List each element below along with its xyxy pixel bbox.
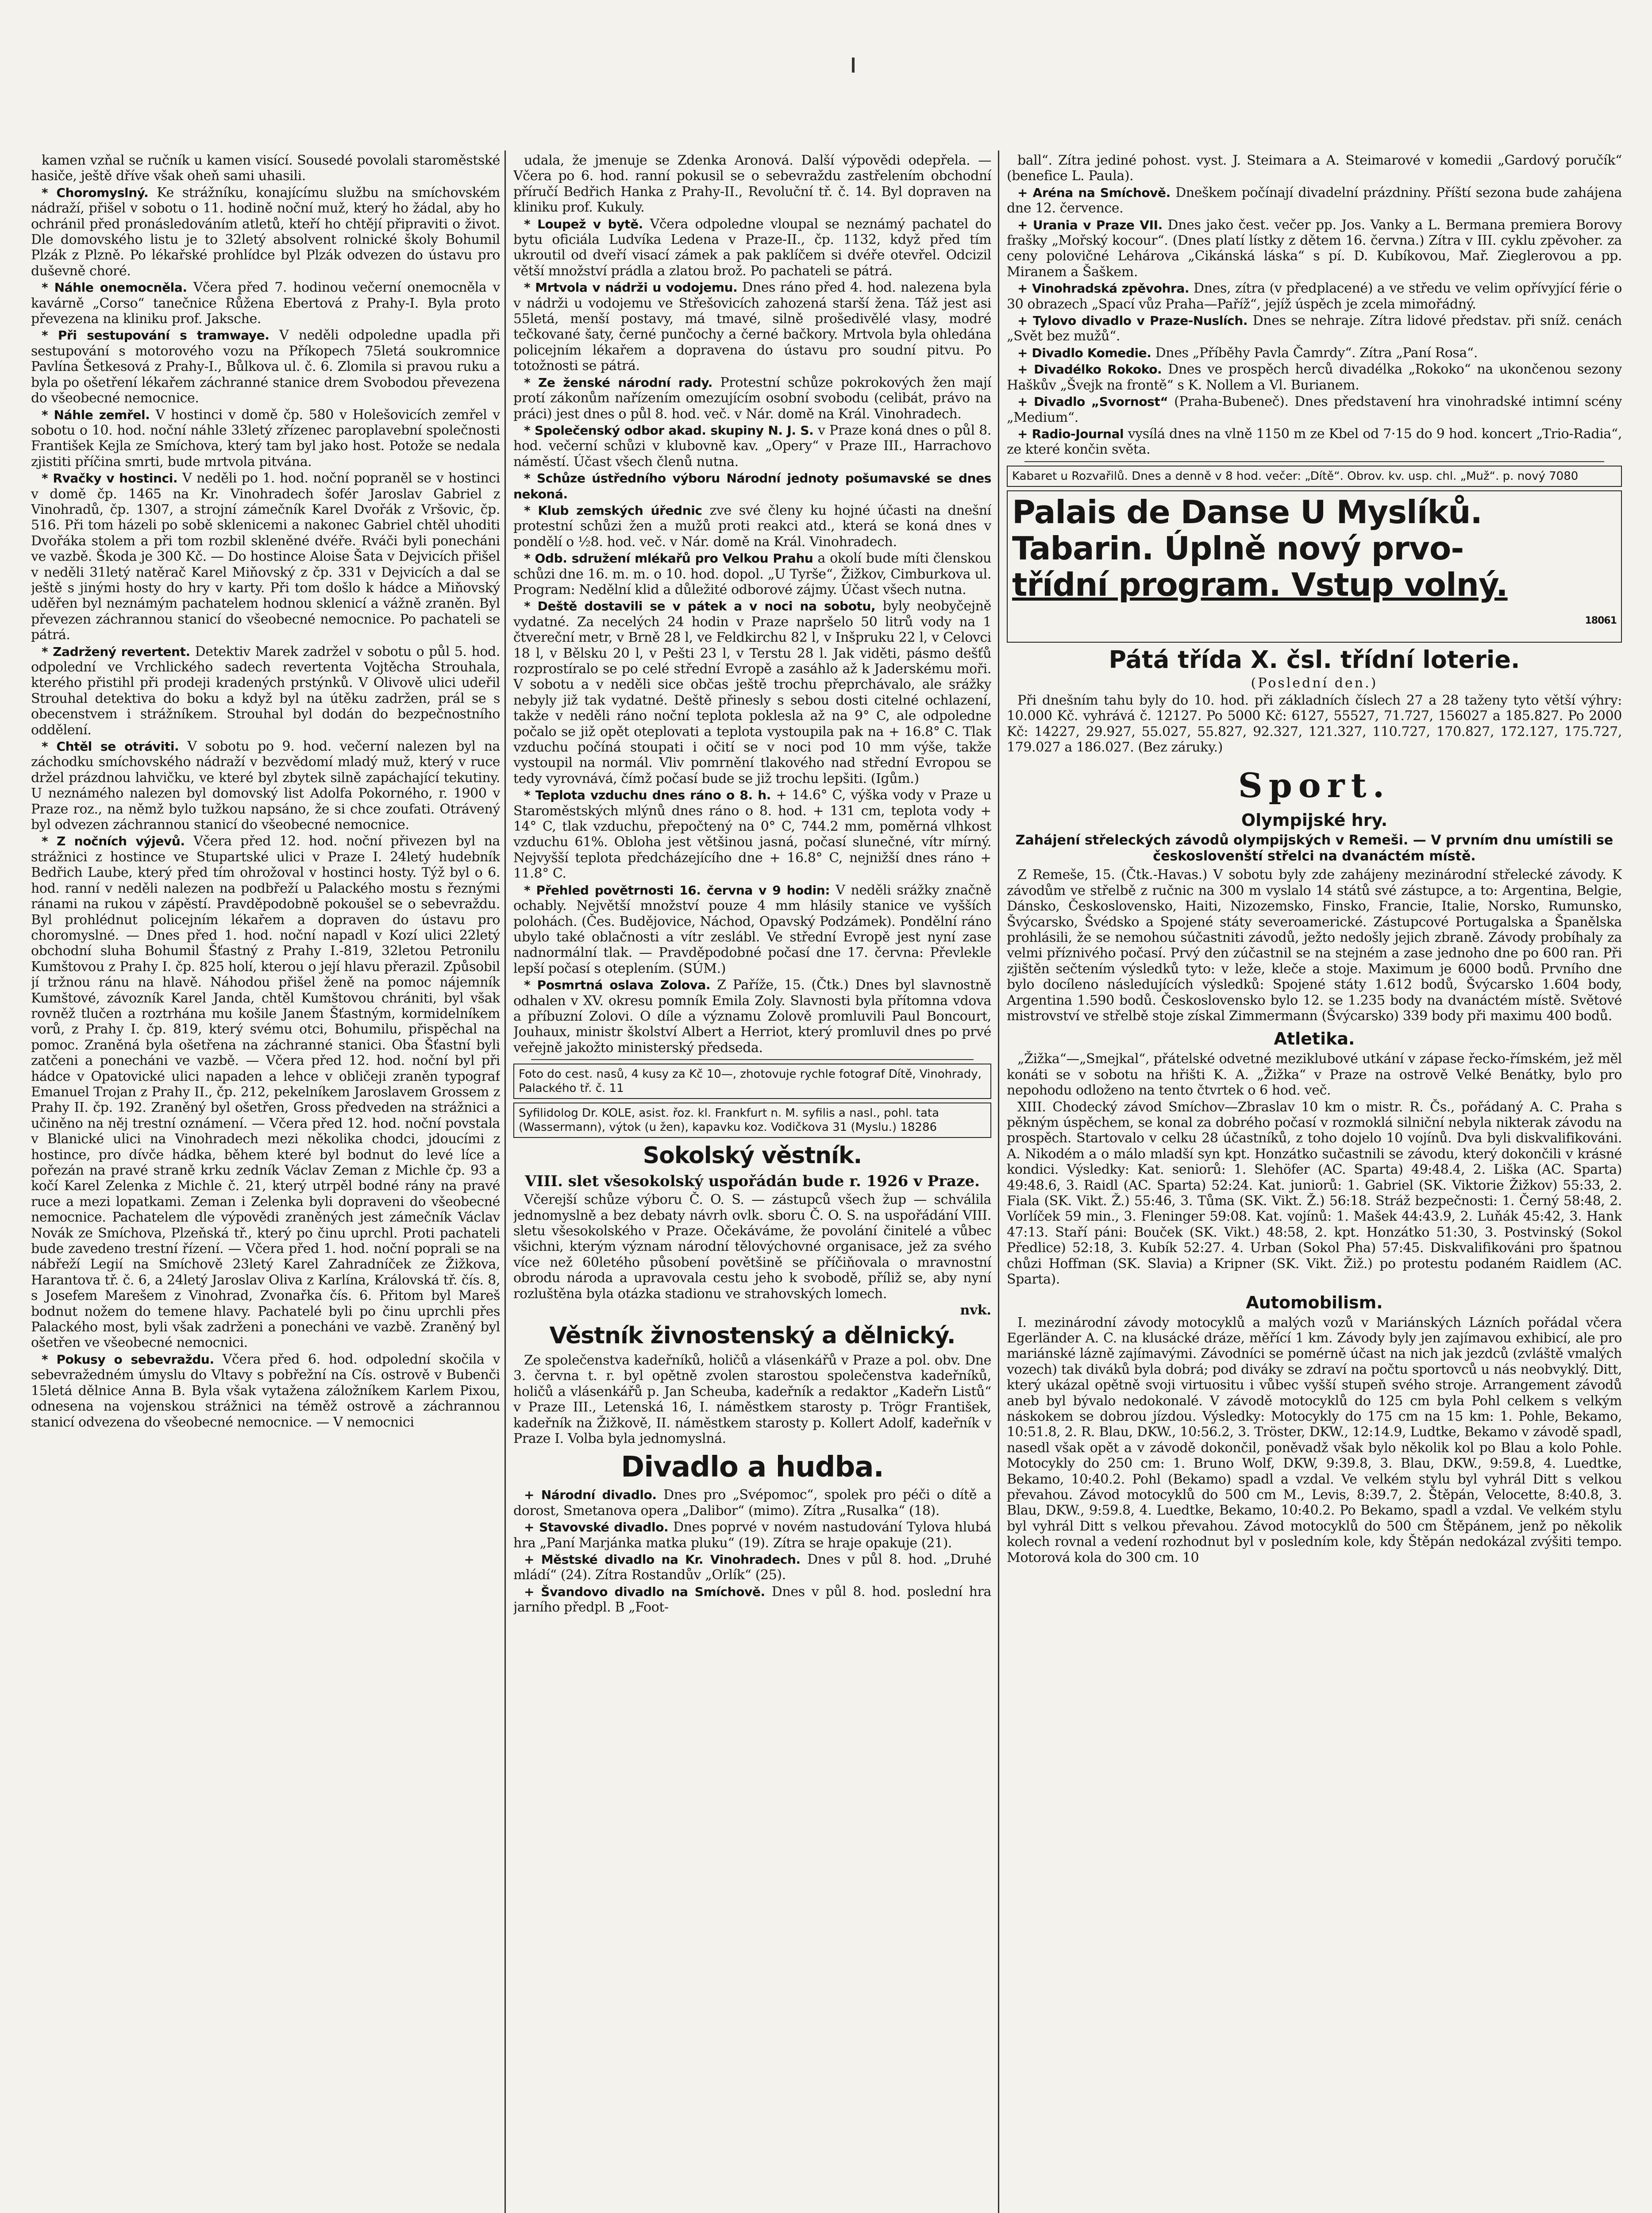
paragraph xyxy=(513,1487,991,1519)
paragraph xyxy=(513,1192,991,1302)
signature: nvk. xyxy=(960,1303,991,1318)
paragraph-text: Ke strážníku, konajícímu službu na smíchovském nádraží, přišel v sobotu o 11. hodině noční muž, který ho žádal, aby ho ochránil před pronásledováním atletů, kteří ho chtějí připraviti o život. Dle domovského listu je to 32letý absolvent rolnické školy Bohumil Plzák z Plzně. Po lékařské prohlídce byl Plzák odvezen do ústavu pro duševně choré. xyxy=(31,185,500,279)
paragraph-text: byly neobyčejně vydatné. Za necelých 24 hodin v Praze napršelo 50 litrů vody na 1 čtvereční metr, v Brně 28 l, ve Feldkirchu 82 l, v Inšpruku 22 l, v Celovci 18 l, v Bělsku 20 l, v Pešti 23 l, v Terstu 28 l. Jak viděti, pásmo dešťů rozprostíralo se po celé střední Evropě a zasáhlo až k Jaderskému moři. V sobotu a v neděli sice občas ještě trochu přeprchávalo, ale srážky nebyly již tak vydatné. Deště přinesly s sebou dosti citelné ochlazení, takže v neděli ráno noční teplota poklesla až na 9° C, ale odpoledne počalo se již opět oteplovati a teplota vystoupila pak na + 16.8° C. Tlak vzduchu počíná stoupati i očití se v noci pod 10 mm výše, takže vystoupil na normál. Vliv pomrnění tlakového nad střední Evropou se tedy vyrovnává, čímž počasí bude se již trochu lepšiti. (Igům.) xyxy=(513,598,991,787)
paragraph-heading: * Klub zemských úřednic xyxy=(524,503,702,518)
paragraph xyxy=(513,423,991,470)
paragraph-heading: + Stavovské divadlo. xyxy=(524,1520,669,1535)
paragraph xyxy=(513,470,991,502)
paragraph xyxy=(31,1352,500,1430)
paragraph-heading: * Loupež v bytě. xyxy=(524,216,643,231)
paragraph-heading: * Při sestupování s tramwaye. xyxy=(42,328,270,343)
paragraph xyxy=(31,833,500,1350)
section-heading: Věstník živnostenský a dělnický. xyxy=(549,1322,955,1349)
paragraph-text: Dnes, zítra (v předplacené) a ve středu ve velim opřívyjící férie o 30 obrazech „Spací vůz Praha—Paříž“, jejíž úspěch je zcela mimořádný. xyxy=(1007,281,1622,312)
section-subheading: VIII. slet všesokolský uspořádán bude r. 1926 v Praze. xyxy=(525,1172,980,1191)
paragraph-text: Včera před 12. hod. noční přivezen byl na strážnici z hostince ve Stupartské ulici v Praze I. 24letý hudebník Bedřich Laube, který před tím ohrožoval v hostinci hosty. Týž byl o 6. hod. ranní v neděli nalezen na podbřeží u Palackého mostu s řeznými ránami na rukou v zápěstí. Pravděpodobně pokoušel se o sebevraždu. Byl prohlédnut policejním lékařem a dopraven do ústavu pro choromyslné. — Dnes před 1. hod. noční napadl v Kozí ulici 22letý obchodní sluha Bohumil Šťastný z Prahy I.-819, 32letou Petronilu Kumštovou z Prahy I. čp. 825 holí, kterou o její hlavu přerazil. Způsobil jí tržnou ránu na hlavě. Náhodou přišel ženě na pomoc nájemník Kumštové, závozník Karel Janda, chtěl Kumštovou chrániti, byl však rovněž tlučen a roztrhána mu košile Janem Šťastným, kormidelníkem vorů, z Prahy I. čp. 819, který svému otci, Bohumilu, přispěchal na pomoc. Zraněná byla ošetřena na záchranné stanici. Oba Šťastní byli zatčeni a ponecháni ve vazbě. — Včera před 12. hod. noční byl při hádce v Opatovické ulici napaden a lehce v obličeji zraněn typograf Emanuel Trojan z Prahy II., čp. 212, pekelníkem Jaroslavem Grossem z Prahy II. čp. 192. Zraněný byl ošetřen, Gross předveden na strážnici a učiněno na něj trestní oznámení. — Včera před 12. hod. noční povstala v Blanické ulici na Vinohradech mezi několika chodci, jdoucími z hostince, pro dívče hádka, během které byl bodnut do levé líce a pořezán na pravé straně krku zedník Václav Zeman z Michle čp. 93 a kočí Karel Zelenka z Michle č. 21, který utrpěl bodné rány na pravé ruce a mezi lopatkami. Zeman i Zelenka byli dopraveni do všeobecné nemocnice. Pachatelem dle výpovědi zraněných jest zámečník Václav Novák ze Smíchova, Plzeňská tř., který po činu uprchl. Proti pachateli bude zavedeno trestní řízení. — Včera před 1. hod. noční poprali se na nábřeží Legií na Smíchově 23letý Karel Zahradníček ze Žižkova, Harantova tř. č. 6, a 24letý Jaroslav Oliva z Karlína, Královská tř. čís. 8, s Josefem Marešem z Vinohrad, Zvonařka čís. 6. Přitom byl Mareš bodnut nožem do temene hlavy. Pachatelé byli po činu uprchli přes Palackého most, byli však zadrženi a ponecháni ve vazbě. Zraněný byl ošetřen ve všeobecné nemocnici. xyxy=(31,833,500,1351)
paragraph-text: zve své členy ku hojné účasti na dnešní protestní schůzi žen a mužů proti reakci atd., která se koná dnes v pondělí o ½8. hod. več. v Nár. domě na Král. Vinohradech. xyxy=(513,502,991,550)
paragraph-heading: + Divadlo „Svornost“ xyxy=(1017,394,1168,409)
ad-number: 18061 xyxy=(1585,615,1617,626)
paragraph-text: Včerejší schůze výboru Č. O. S. — zástupců všech žup — schválila jednomyslně a bez debaty návrh ovlk. sboru Č. O. S. na uspořádání VIII. sletu všesokolského v Praze. Očekáváme, že povolání činitelé a vůbec všichni, kterým význam národní tělovýchovné organisace, jež za svého více než 60letého působení povětšině se příčiňovala o mravnostní obrodu národa a upravovala cestu jeho k svobodě, příliž se, aby nyní rozluštěna byla otázka stadionu ve strahovských lomech. xyxy=(513,1192,991,1302)
paragraph-heading: * Přehled povětrnosti 16. června v 9 hodin: xyxy=(524,883,830,898)
paragraph xyxy=(513,1552,991,1583)
advertisement: Foto do cest. nasů, 4 kusy za Kč 10—, zhotovuje rychle fotograf Dítě, Vinohrady, Palackého tř. č. 11 xyxy=(513,1064,991,1099)
paragraph-heading: * Zadržený revertent. xyxy=(42,644,190,659)
lottery-title: Pátá třída X. čsl. třídní loterie. xyxy=(1109,645,1520,674)
paragraph-text: V hostinci v domě čp. 580 v Holešovicích zemřel v sobotu o 10. hod. noční náhle 33letý zřízenec paroplavební společnosti František Kejla ze Smíchova, který tam byl jako host. Potože se nedala zjistiti příčina smrti, bude mrtvola pitvána. xyxy=(31,407,500,470)
sport-heading: Sport. xyxy=(1238,766,1391,806)
paragraph xyxy=(513,598,991,787)
column-middle xyxy=(513,153,991,2213)
column-left xyxy=(31,153,500,2213)
paragraph-text: Dnes „Příběhy Pavla Čamrdy“. Zítra „Paní Rosa“. xyxy=(1155,345,1478,361)
paragraph xyxy=(1007,153,1622,184)
paragraph xyxy=(1007,1051,1622,1098)
paragraph-text: Z Paříže, 15. (Čtk.) Dnes byl slavnostně odhalen v XV. okresu pomník Emila Zoly. Slavnosti byla přítomna vdova a příbuzní Zolovi. O díle a významu Zolově promluvili Paul Boncourt, Jouhaux, ministr školství Albert a Herriot, který promluvil dnes po prvé veřejně jakožto ministerský předseda. xyxy=(513,977,991,1056)
separator-rule xyxy=(1024,461,1604,462)
paragraph-text: v Praze koná dnes o půl 8. hod. večerní schůzi v klubovně kav. „Opery“ v Praze III., Harrachovo náměstí. Účast všech členů nutna. xyxy=(513,422,991,470)
paragraph xyxy=(1007,313,1622,344)
palais-line: třídní program. Vstup volný. xyxy=(1012,566,1508,603)
lottery-text: Při dnešním tahu byly do 10. hod. při základních číslech 27 a 28 taženy tyto větší výhry: 10.000 Kč. vyhrává č. 12127. Po 5000 Kč: 6127, 55527, 71.727, 156027 a 185.827. Po 2000 Kč: 14227, 29.927, 55.027, 55.827, 92.327, 121.327, 110.727, 170.827, 172.127, 175.727, 179.027 a 186.027. (Bez záruky.) xyxy=(1007,692,1622,755)
paragraph-text: Ze společenstva kadeřníků, holičů a vlásenkářů v Praze a pol. obv. Dne 3. června t. r. byl opětně zvolen starostou společenstva kadeřníků, holičů a vlásenkářů p. Jan Scheuba, kadeřník a redaktor „Kadeřn Listů“ v Praze III., Letenská 16, I. náměstkem starosty p. Trögr František, kadeřník na Žižkově, II. náměstkem starosty p. Kollert Adolf, kadeřník v Praze I. Volba byla jednomyslná. xyxy=(513,1353,991,1447)
paragraph-heading: * Teplota vzduchu dnes ráno o 8. h. xyxy=(524,788,771,803)
separator-rule xyxy=(531,1059,974,1060)
paragraph-heading: * Schůze ústředního výboru Národní jednoty pošumavské se dnes nekoná. xyxy=(513,471,991,501)
paragraph-heading: + Urania v Praze VII. xyxy=(1017,217,1163,232)
paragraph-text: Včera před 6. hod. odpolední skočila v sebevražedném úmyslu do Vltavy s pobřežní na Cís. ostrově v Bubenči 15letá dělnice Anna B. Byla však vytažena záložníkem Karlem Pixou, odnesena na vojenskou strážnici na téměž ostrově a záchrannou stanicí odvezena do všeobecné nemocnice. — V nemocnici xyxy=(31,1351,500,1430)
paragraph-heading: * Společenský odbor akad. skupiny N. J. S. xyxy=(524,423,814,438)
paragraph xyxy=(1007,867,1622,1024)
paragraph-text: Dnes v půl 8. hod. poslední hra jarního předpl. B „Foot- xyxy=(513,1584,991,1615)
paragraph xyxy=(513,503,991,550)
paragraph-heading: * Pokusy o sebevraždu. xyxy=(42,1352,214,1367)
paragraph-text: Dnes ve prospěch herců divadélka „Rokoko“ na ukončenou sezony Haškův „Švejk na frontě“ s K. Nollem a Vl. Burianem. xyxy=(1007,362,1622,393)
paragraph-text: Dnes v půl 8. hod. „Druhé mládí“ (24). Zítra Rostandův „Orlík“ (25). xyxy=(513,1552,991,1583)
paragraph-heading: + Tylovo divadlo v Praze-Nuslích. xyxy=(1017,313,1248,328)
paragraph-text: Dnes poprvé v novém nastudování Tylova hlubá hra „Paní Marjánka matka pluku“ (19). Zítra se hraje opakuje (21). xyxy=(513,1519,991,1551)
paragraph-text: a okolí bude míti členskou schůzi dne 16. m. m. o 10. hod. dopol. „U Tyrše“, Žižkov, Cimburkova ul. Program: Nedělní klid a důležité odborové zájmy. Účast všech nutna. xyxy=(513,551,991,598)
paragraph xyxy=(1007,1315,1622,1566)
paragraph-text: Dnes ráno před 4. hod. nalezena byla v nádrži u vodojemu ve Střešovicích zahozená starší žena. Táž jest asi 55letá, menší postavy, má tmavé, silně prošedivělé vlasy, modré tečkované šaty, černé punčochy a černé bačkory. Mrtvola byla ohledána policejním lékařem a dopravena do ústavu pro soudní pitvu. Po totožnosti se pátrá. xyxy=(513,280,991,374)
paragraph-heading: + Radio-Journal xyxy=(1017,426,1124,441)
column-right xyxy=(1007,153,1622,2213)
paragraph-text: Z Remeše, 15. (Čtk.-Havas.) V sobotu byly zde zahájeny mezinárodní střelecké závody. K závodům ve střelbě z ručnic na 300 m vyslalo 14 států své zástupce, a to: Argentina, Belgie, Dánsko, Československo, Haiti, Nizozemsko, Finsko, Francie, Italie, Norsko, Rumunsko, Švýcarsko, Švédsko a Spojené státy severoamerické. Zástupcové Portugalska a Španělska prohlásili, že se nemohou súčastniti závodů, ježto nedošly jejich zbraně. Závody probíhaly za velmi příznivého počasí. Prvý den zúčastnil se na stejném a zase jednoho dne po 600 ran. Při zjištěn sečtením výsledků tyto: v leže, kleče a stoje. Maximum je 6000 bodů. Prvního dne bylo docíleno následujících výsledků: Spojené státy 1.612 bodů, Švýcarsko 1.604 body, Argentina 1.590 bodů. Československo bylo 12. se 1.235 body na dvanáctém místě. Světové mistrovství ve střelbě stoje získal Zimmermann (Švýcarsko) 339 body při maximu 400 bodů. xyxy=(1007,867,1622,1024)
paragraph-heading: * Rvačky v hostinci. xyxy=(42,471,178,486)
paragraph-text: Dneškem počínají divadelní prázdniny. Příští sezona bude zahájena dne 12. července. xyxy=(1007,185,1622,216)
paragraph xyxy=(513,153,991,216)
paragraph xyxy=(1007,362,1622,393)
paragraph-text: vysílá dnes na vlně 1150 m ze Kbel od 7·15 do 9 hod. koncert „Trio-Radia“, ze které končin světa. xyxy=(1007,426,1622,458)
paragraph-text: Dnes jako čest. večer pp. Jos. Vanky a L. Bermana premiera Borovy frašky „Mořský kocour“. (Dnes platí lístky z dětem 16. června.) Zítra v III. cyklu zpěvoher. za ceny polovičné Lehárova „Cikánská láska“ s pí. D. Kubíkovou, Mař. Zieglerovou a pp. Miranem a Šaškem. xyxy=(1007,217,1622,280)
paragraph-text: „Žižka“—„Smejkal“, přátelské odvetné meziklubové utkání v zápase řecko-římském, jež měl konáti se v sobotu na hřišti K. A. „Žižka“ v Praze na ostrově Velké Benátky, bylo pro nepohodu odloženo na tento čtvrtek o 6 hod. več. xyxy=(1007,1051,1622,1099)
paragraph-heading: + Divadélko Rokoko. xyxy=(1017,362,1162,377)
paragraph xyxy=(31,185,500,279)
paragraph-heading: + Vinohradská zpěvohra. xyxy=(1017,281,1190,296)
paragraph xyxy=(31,328,500,406)
paragraph xyxy=(1007,1099,1622,1288)
paragraph-text: kamen vzňal se ručník u kamen visící. Sousedé povolali staroměstské hasiče, ještě dříve však oheň sami uhasili. xyxy=(31,153,500,184)
paragraph xyxy=(513,1353,991,1446)
paragraph-heading: * Náhle zemřel. xyxy=(42,407,150,422)
paragraph xyxy=(1007,394,1622,425)
lottery-subtitle: (Poslední den.) xyxy=(1251,675,1378,691)
paragraph-text: Včera před 7. hodinou večerní onemocněla v kavárně „Corso“ tanečnice Růžena Ebertová z Prahy-I. Byla proto převezena na kliniku prof. Jaksche. xyxy=(31,280,500,327)
paragraph-text: Včera odpoledne vloupal se neznámý pachatel do bytu oficiála Ludvíka Ledena v Praze-II., čp. 1132, když před tím ukroutil od dveří visací zámek a pak paklíčem si dvéře otevřel. Odcizil větší množství prádla a zlatou brož. Po pachateli se pátrá. xyxy=(513,216,991,279)
paragraph-text: (Praha-Bubeneč). Dnes představení hra vinohradské intimní scény „Medium“. xyxy=(1007,394,1622,425)
paragraph-heading: * Mrtvola v nádrži u vodojemu. xyxy=(524,280,738,295)
paragraph-text: I. mezinárodní závody motocyklů a malých vozů v Mariánských Lázních pořádal včera Egerländer A. C. na klusácké dráze, měřící 1 km. Závody byly jen zajímavou exhibicí, ale pro mariánské lázně zajímavými. Závodníci se pomérně účast na nich jak jezdců (zvláště vmalých vozech) tak diváků byla dobrá; pod diváky se zdraví na počtu sportovců u nás neobvyklý. Ditt, který ukázal opětně svoji virtuositu i vůbec vyšší stupeň svého stroje. Arrangement závodů aneb byl bývalo nedokonalé. V závodě motocyklů do 125 cm byla Pohl celkem s velkým náskokem se dobrou jízdou. Výsledky: Motocykly do 175 cm na 15 km: 1. Pohle, Bekamo, 10:51.8, 2. R. Blau, DKW., 10:56.2, 3. Tröster, DKW., 12:14.9, Ludtke, Bekamo v závodě spadl, nasedl však opět a v závodě dokončil, poněvadž však bylo několik kol po Blau a kolo Pohle. Motocykly do 250 cm: 1. Bruno Wolf, DKW, 9:39.8, 3. Blau, DKW., 9:59.8, 4. Luedtke, Bekamo, 10:40.2. Pohl (Bekamo) spadl a vzdal. Ve velkém stylu byl vyhrál Ditt s velkou převahou. Závod motocyklů do 500 cm M., Levis, 8:39.7, 2. Štěpán, Velocette, 8:40.8, 3. Blau, DKW., 9:59.8, 4. Luedtke, Bekamo, 10:40.2. Po Bekamo, spadl a vzdal. Ve velkém stylu byl vyhrál Ditt s velkou převahou. Závod motocyklů do 500 cm Štěpánem, jenž po několik kolech rovnal a vedení rozhodnut byl v posledním kole, kdy Štěpán nedokázal zvýšiti tempo. Motorová kola do 300 cm. 10 xyxy=(1007,1315,1622,1565)
paragraph xyxy=(513,375,991,422)
paragraph-heading: + Městské divadlo na Kr. Vinohradech. xyxy=(524,1552,801,1567)
paragraph-heading: * Chtěl se otráviti. xyxy=(42,739,179,754)
paragraph-text: ball“. Zítra jediné pohost. vyst. J. Steimara a A. Steimarové v komedii „Gardový poručík“ (benefice L. Paula). xyxy=(1007,153,1622,184)
paragraph-text: XIII. Chodecký závod Smíchov—Zbraslav 10 km o mistr. R. Čs., pořádaný A. C. Praha s pěkným úspěchem, se konal za dobrého počasí v rozmoklá silniční nebyla nikterak závodu na prospěch. Startovalo v celku 28 účastníků, z toho dojelo 10 vojínů. Dva byli diskvalifikováni. A. Nikodém a o málo mladší syn kpt. Honzátko sučastnili se závodu, který dokončili v krásné kondici. Výsledky: Kat. seniorů: 1. Slehöfer (AC. Sparta) 49:48.4, 2. Liška (AC. Sparta) 49:48.6, 3. Raidl (AC. Sparta) 52:24. Kat. juniorů: 1. Gabriel (SK. Viktorie Žižkov) 55:33, 2. Fiala (SK. Vikt. Ž.) 55:46, 3. Tůma (SK. Vikt. Ž.) 56:18. Stráž bezpečnosti: 1. Černý 58:48, 2. Vorlíček 59 min., 3. Fleninger 59:08. Kat. vojínů: 1. Mašek 44:43.9, 2. Luňák 45:42, 3. Hank 47:13. Staří páni: Bouček (SK. Vikt.) 48:58, 2. kpt. Honzátko 51:30, 3. Postvinský (Sokol Předlice) 52:18, 3. Kubík 52:27. 4. Urban (Sokol Pha) 57:45. Diskvalifikováni pro špatnou chůzi Hoffman (SK. Slavia) a Kripner (SK. Vikt. Žiž.) po protestu podaném Raidlem (AC. Sparta). xyxy=(1007,1099,1622,1288)
paragraph-text: Protestní schůze pokrokových žen mají protí zákonům nařízením omezujícím osobní svobodu (celibát, právo na práci) jest dnes o půl 8. hod. več. v Nár. domě na Král. Vinohradech. xyxy=(513,374,991,422)
paragraph-heading: * Deště dostavili se v pátek a v noci na sobotu, xyxy=(524,599,876,614)
paragraph-text: Detektiv Marek zadržel v sobotu o půl 5. hod. odpolední ve Vrchlického sadech revertenta Vojtěcha Strouhala, kterého přistihl při prodeji kradených prstýnků. V Olivově ulici udeřil Strouhal detektiva do boku a když byl na útěku zadržen, prál se s obecenstvem i strážníkem. Strouhal byl dodán do bezpečnostního oddělení. xyxy=(31,644,500,738)
paragraph xyxy=(513,1584,991,1615)
paragraph-heading: + Divadlo Komedie. xyxy=(1017,345,1151,360)
column-rule-1 xyxy=(504,150,506,2213)
paragraph xyxy=(513,216,991,279)
paragraph xyxy=(513,977,991,1056)
paragraph xyxy=(513,551,991,598)
paragraph xyxy=(1007,185,1622,216)
paragraph-text: Dnes se nehraje. Zítra lidové představ. při sníž. cenách „Svět bez mužů“. xyxy=(1007,313,1622,344)
paragraph-heading: * Ze ženské národní rady. xyxy=(524,375,712,390)
ink-mark xyxy=(852,58,855,73)
paragraph-heading: * Posmrtná oslava Zolova. xyxy=(524,978,711,993)
paragraph-heading: * Z nočních výjevů. xyxy=(42,834,185,849)
paragraph-text: V sobotu po 9. hod. večerní nalezen byl na záchodku smíchovského nádraží v bezvědomí mladý muž, který v ruce držel prázdnou lahvičku, ve které byl zbytek silně zapáchající tekutiny. U neznámého nalezen byl domovský list Adolfa Pokorného, r. 1900 v Praze roz., na němž bylo tužkou napsáno, že si chce zoufati. Otrávený byl odvezen záchrannou stanicí do všeobecné nemocnice. xyxy=(31,739,500,833)
advertisement: Syfilidolog Dr. KOLE, asist. řoz. kl. Frankfurt n. M. syfilis a nasl., pohl. tata (Wassermann), výtok (u žen), kapavku koz. Vodičkova 31 (Myslu.) 18286 xyxy=(513,1103,991,1138)
paragraph-heading: * Choromyslný. xyxy=(42,185,149,200)
paragraph xyxy=(1007,345,1622,361)
paragraph-heading: + Aréna na Smíchově. xyxy=(1017,185,1171,200)
paragraph xyxy=(31,644,500,738)
paragraph-text: udala, že jmenuje se Zdenka Aronová. Další výpovědi odepřela. — Včera po 6. hod. ranní pokusil se o sebevraždu zastřelením obchodní příručí Bedřich Hanka z Prahy-II., Revoluční tř. č. 14. Byl dopraven na kliniku prof. Kukuly. xyxy=(513,153,991,216)
sport-subheading: Automobilism. xyxy=(1246,1292,1383,1312)
paragraph xyxy=(31,470,500,643)
sport-subheading: Olympijské hry. xyxy=(1241,810,1388,830)
paragraph-text: V neděli po 1. hod. noční popraněl se v hostinci v domě čp. 1465 na Kr. Vinohradech šofér Jaroslav Gabriel z Vinohradů, čp. 1307, a strojní zámečník Karel Dvořák z Vršovic, čp. 516. Při tom házeli po sobě sklenicemi a nakonec Gabriel chtěl uhoditi Dvořáka stolem a při tom rozbil skleněné dvéře. Rváči byli ponecháni ve vazbě. Škoda je 300 Kč. — Do hostince Aloise Šata v Dejvicích přišel v neděli 31letý natěrač Karel Miňovský z čp. 331 v Dejvicích a dal se ještě s jinými hosty do hry v karty. Při tom došlo k hádce a Miňovský uděřen byl neznámým pachatelem hodnou sklenicí a vážně zraněn. Byl převezen záchrannou stanicí do všeobecné nemocnice. Po pachateli se pátrá. xyxy=(31,470,500,643)
paragraph xyxy=(513,787,991,881)
palais-line: Tabarin. Úplně nový prvo- xyxy=(1012,529,1464,567)
paragraph xyxy=(513,280,991,374)
paragraph-heading: + Národní divadlo. xyxy=(524,1488,657,1503)
paragraph xyxy=(1007,217,1622,280)
paragraph-text: V neděli odpoledne upadla při sestupování s motorového vozu na Příkopech 75letá soukromnice Pavlína Šetkesová z Prahy-I., Bůlkova ul. č. 6. Zlomila si pravou ruku a byla po ošetření lékařem záchranné stanice drem Svobodou převezena do všeobecné nemocnice. xyxy=(31,328,500,406)
paragraph-heading: * Náhle onemocněla. xyxy=(42,280,187,295)
paragraph-heading: + Švandovo divadlo na Smíchově. xyxy=(524,1584,765,1599)
paragraph xyxy=(1007,426,1622,458)
paragraph xyxy=(31,153,500,184)
palais-advertisement xyxy=(1007,490,1622,643)
paragraph xyxy=(31,280,500,327)
sport-subheading: Atletika. xyxy=(1274,1029,1355,1049)
paragraph-text: + 14.6° C, výška vody v Praze u Staroměstských mlýnů dnes ráno o 8. hod. + 131 cm, teplota vody + 14° C, tlak vzduchu, přepočtený na 0° C, 744.2 mm, poměrná vlhkost vzduchu 61%. Obloha jest většinou jasná, počasí slunečné, vítr mírný. Nejvyšší teplota předcházejícího dne + 16.8° C, nejnižší dnes ráno + 11.8° C. xyxy=(513,787,991,882)
paragraph xyxy=(31,407,500,470)
paragraph xyxy=(513,1519,991,1551)
paragraph xyxy=(31,739,500,833)
article-lead: Zahájení střeleckých závodů olympijských v Remeši. — V prvním dnu umístili se českoslovenští střelci na dvanáctém místě. xyxy=(1015,833,1613,864)
paragraph-heading: * Odb. sdružení mlékařů pro Velkou Prahu xyxy=(524,551,813,566)
advertisement: Kabaret u Rozvařilů. Dnes a denně v 8 hod. večer: „Dítě“. Obrov. kv. usp. chl. „Muž“. p. nový 7080 xyxy=(1007,466,1622,487)
paragraph xyxy=(1007,281,1622,312)
paragraph-text: V neděli srážky značně ochably. Největší množství pouze 4 mm hlásily stanice ve vyšších polohách. (Čes. Budějovice, Náchod, Opavský Podzámek). Pondělní ráno ubylo také oblačnosti a vítr zeslábl. Ve střední Evropě jest nyní zase nadnormální tlak. — Pravděpodobné počasí dne 17. června: Převlekle lepší počasí s oteplením. (SÚM.) xyxy=(513,882,991,976)
section-heading: Sokolský věstník. xyxy=(643,1142,862,1169)
column-rule-2 xyxy=(998,150,999,2213)
paragraph xyxy=(513,883,991,976)
paragraph-text: Dnes pro „Svépomoc“, spolek pro péči o dítě a dorost, Smetanova opera „Dalibor“ (mimo). Zítra „Rusalka“ (18). xyxy=(513,1487,991,1519)
palais-line: Palais de Danse U Myslíků. xyxy=(1012,493,1482,531)
section-heading: Divadlo a hudba. xyxy=(621,1451,884,1484)
